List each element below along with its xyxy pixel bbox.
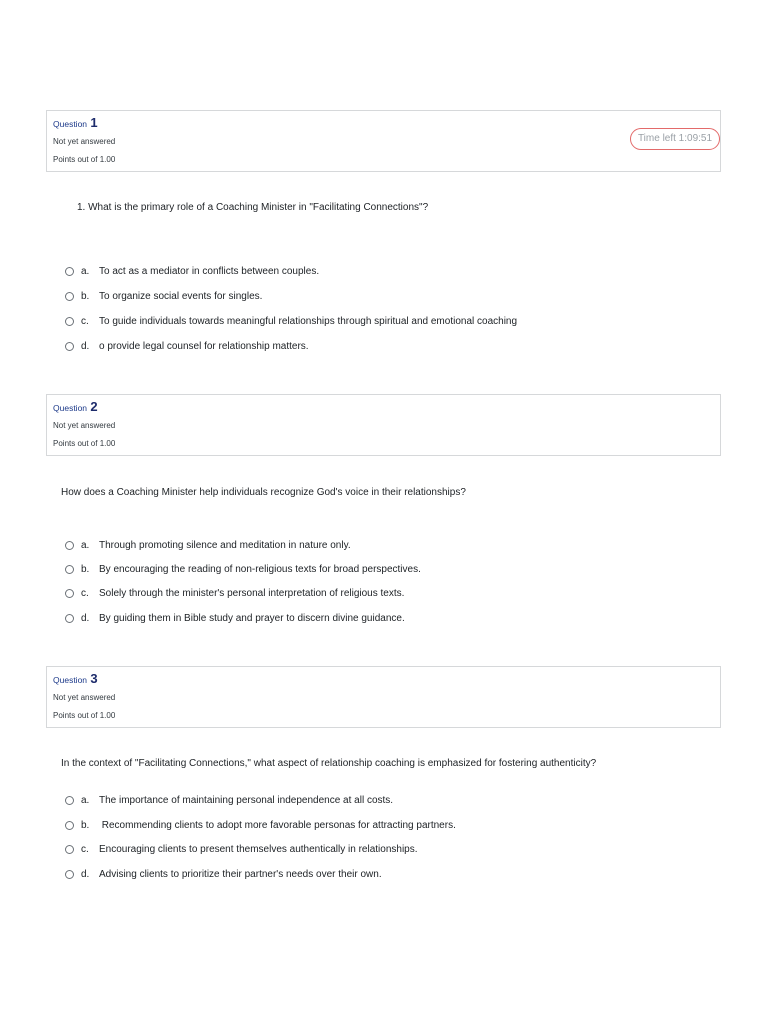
time-left-timer: Time left 1:09:51 xyxy=(630,128,720,150)
question-info-box xyxy=(46,110,721,172)
answer-option[interactable] xyxy=(65,842,418,856)
answer-letter: a. xyxy=(81,265,90,277)
radio-button[interactable] xyxy=(65,317,74,326)
question-text: How does a Coaching Minister help individuals recognize God's voice in their relationships? xyxy=(61,487,466,498)
question-info-box xyxy=(46,666,721,728)
answer-letter: a. xyxy=(81,794,90,806)
question-label: Question xyxy=(53,119,88,129)
radio-button[interactable] xyxy=(65,565,74,574)
question-heading xyxy=(53,115,98,130)
radio-button[interactable] xyxy=(65,796,74,805)
answer-option[interactable] xyxy=(65,818,456,832)
answer-option[interactable] xyxy=(65,314,517,328)
answer-text: o provide legal counsel for relationship matters. xyxy=(99,340,309,352)
answer-text: Recommending clients to adopt more favorable personas for attracting partners. xyxy=(99,819,456,831)
question-grade: Points out of 1.00 xyxy=(53,439,116,448)
answer-option[interactable] xyxy=(65,339,309,353)
radio-button[interactable] xyxy=(65,821,74,830)
answer-letter: d. xyxy=(81,340,90,352)
answer-letter: d. xyxy=(81,868,90,880)
question-heading xyxy=(53,399,98,414)
question-heading xyxy=(53,671,98,686)
radio-button[interactable] xyxy=(65,267,74,276)
radio-button[interactable] xyxy=(65,845,74,854)
question-text: In the context of "Facilitating Connections," what aspect of relationship coaching is emphasized for fostering authenticity? xyxy=(61,758,597,769)
answer-letter: c. xyxy=(81,587,89,599)
answer-option[interactable] xyxy=(65,562,421,576)
answer-text: The importance of maintaining personal independence at all costs. xyxy=(99,794,394,806)
question-grade: Points out of 1.00 xyxy=(53,711,116,720)
question-state: Not yet answered xyxy=(53,693,116,702)
question-state: Not yet answered xyxy=(53,421,116,430)
question-label: Question xyxy=(53,403,88,413)
answer-text: Advising clients to prioritize their partner's needs over their own. xyxy=(99,868,382,880)
answer-text: To guide individuals towards meaningful relationships through spiritual and emotional coaching xyxy=(99,315,518,327)
answer-letter: a. xyxy=(81,539,90,551)
answer-option[interactable] xyxy=(65,793,393,807)
answer-text: To organize social events for singles. xyxy=(99,290,263,302)
radio-button[interactable] xyxy=(65,541,74,550)
radio-button[interactable] xyxy=(65,292,74,301)
answer-letter: d. xyxy=(81,612,90,624)
answer-option[interactable] xyxy=(65,289,262,303)
answer-letter: c. xyxy=(81,843,89,855)
answer-option[interactable] xyxy=(65,538,351,552)
answer-text: Solely through the minister's personal interpretation of religious texts. xyxy=(99,587,405,599)
answer-letter: c. xyxy=(81,315,89,327)
answer-letter: b. xyxy=(81,290,90,302)
question-info-box xyxy=(46,394,721,456)
question-number: 1 xyxy=(90,115,98,130)
radio-button[interactable] xyxy=(65,614,74,623)
question-number: 2 xyxy=(90,399,98,414)
radio-button[interactable] xyxy=(65,342,74,351)
answer-text: Through promoting silence and meditation in nature only. xyxy=(99,539,351,551)
answer-letter: b. xyxy=(81,563,90,575)
question-label: Question xyxy=(53,675,88,685)
question-state: Not yet answered xyxy=(53,137,116,146)
question-text: 1. What is the primary role of a Coaching Minister in "Facilitating Connections"? xyxy=(77,202,429,213)
answer-option[interactable] xyxy=(65,586,404,600)
answer-text: To act as a mediator in conflicts between couples. xyxy=(99,265,320,277)
question-grade: Points out of 1.00 xyxy=(53,155,116,164)
answer-text: By encouraging the reading of non-religious texts for broad perspectives. xyxy=(99,563,421,575)
answer-option[interactable] xyxy=(65,264,319,278)
radio-button[interactable] xyxy=(65,870,74,879)
answer-option[interactable] xyxy=(65,611,405,625)
answer-letter: b. xyxy=(81,819,90,831)
radio-button[interactable] xyxy=(65,589,74,598)
answer-text: By guiding them in Bible study and prayer to discern divine guidance. xyxy=(99,612,405,624)
answer-option[interactable] xyxy=(65,867,382,881)
question-number: 3 xyxy=(90,671,98,686)
answer-text: Encouraging clients to present themselves authentically in relationships. xyxy=(99,843,418,855)
